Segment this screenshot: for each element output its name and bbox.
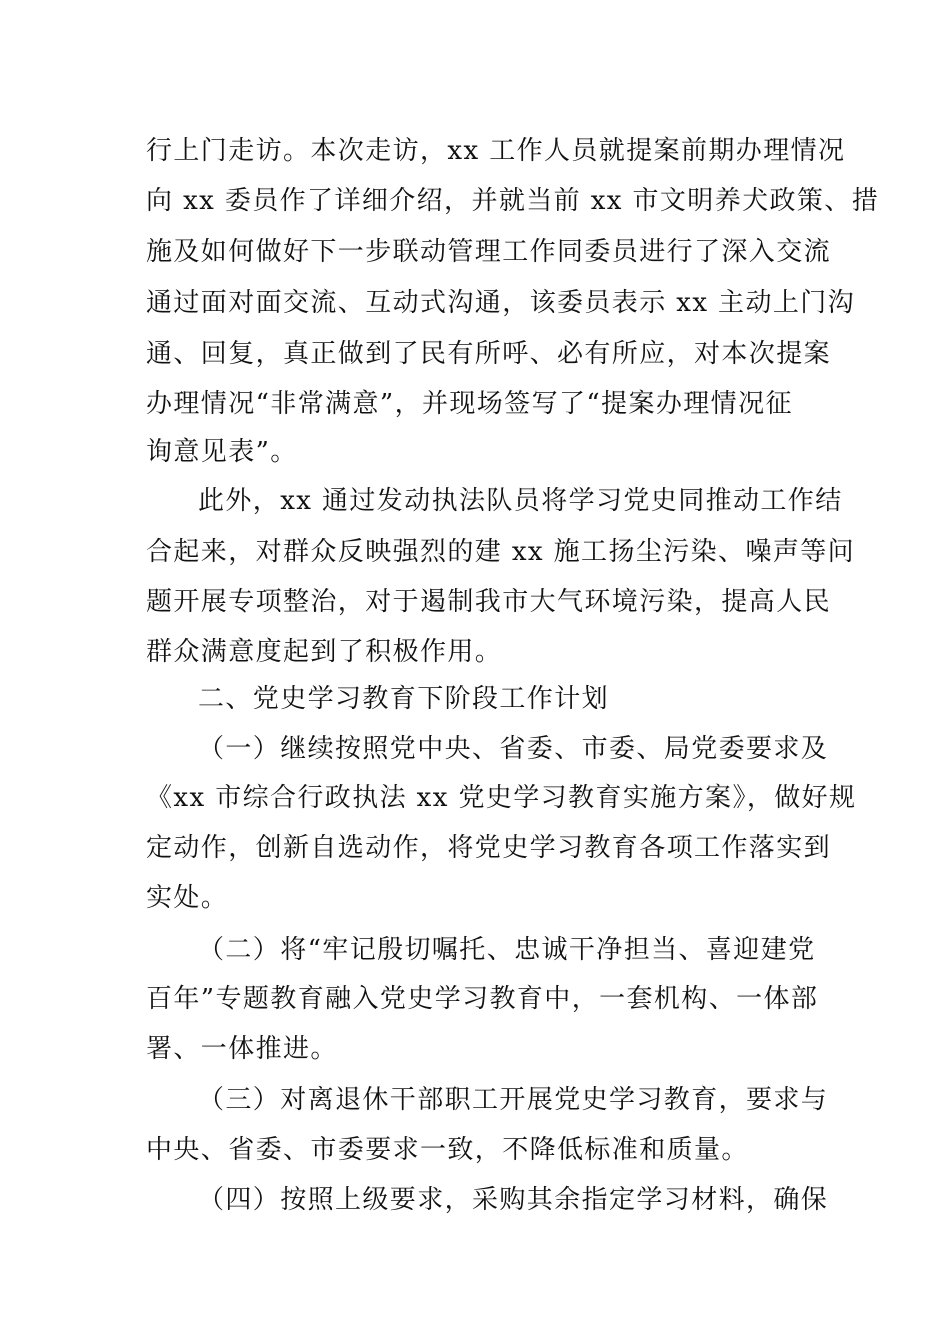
text-line: 此外，xx 通过发动执法队员将学习党史同推动工作结: [198, 486, 843, 516]
text-line: 合起来，对群众反映强烈的建 xx 施工扬尘污染、噪声等问: [146, 537, 856, 567]
text-line: 办理情况“非常满意”，并现场签写了“提案办理情况征: [146, 389, 793, 419]
text-line: 向 xx 委员作了详细介绍，并就当前 xx 市文明养犬政策、措: [146, 186, 880, 216]
text-line: 询意见表”。: [146, 437, 298, 467]
text-line: 群众满意度起到了积极作用。: [146, 637, 503, 667]
text-line: 定动作，创新自选动作，将党史学习教育各项工作落实到: [146, 833, 832, 863]
text-line: （二）将“牢记殷切嘱托、忠诚干净担当、喜迎建党: [198, 935, 816, 965]
section-heading: 二、党史学习教育下阶段工作计划: [198, 684, 610, 714]
text-line: 施及如何做好下一步联动管理工作同委员进行了深入交流: [146, 237, 832, 267]
text-line: 中央、省委、市委要求一致，不降低标准和质量。: [146, 1135, 749, 1165]
text-line: 《xx 市综合行政执法 xx 党史学习教育实施方案》，做好规: [146, 783, 857, 813]
text-line: 实处。: [146, 883, 229, 913]
text-line: （三）对离退休干部职工开展党史学习教育，要求与: [198, 1085, 829, 1115]
text-line: 行上门走访。本次走访，xx 工作人员就提案前期办理情况: [146, 136, 846, 166]
text-line: 署、一体推进。: [146, 1034, 338, 1064]
text-line: （一）继续按照党中央、省委、市委、局党委要求及: [198, 734, 829, 764]
text-line: 百年”专题教育融入党史学习教育中，一套机构、一体部: [146, 984, 819, 1014]
text-line: 题开展专项整治，对于遏制我市大气环境污染，提高人民: [146, 587, 832, 617]
text-line: 通、回复，真正做到了民有所呼、必有所应，对本次提案: [146, 339, 832, 369]
text-line: （四）按照上级要求，采购其余指定学习材料，确保: [198, 1185, 829, 1215]
text-line: 通过面对面交流、互动式沟通，该委员表示 xx 主动上门沟: [146, 288, 856, 318]
